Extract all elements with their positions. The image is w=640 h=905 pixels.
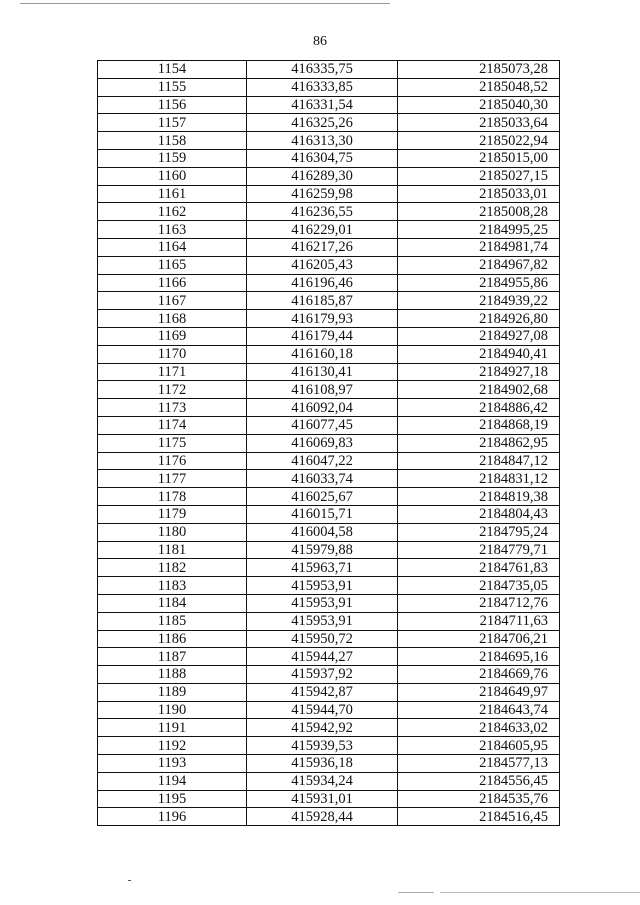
table-row [98, 416, 560, 434]
point-number-cell: 1194 [98, 772, 247, 790]
table-row [98, 470, 560, 488]
top-rule [20, 3, 390, 4]
y-coordinate-cell: 2184831,12 [398, 470, 560, 488]
point-number-cell: 1172 [98, 381, 247, 399]
x-coordinate-cell: 415934,24 [247, 772, 398, 790]
point-number-cell: 1163 [98, 221, 247, 239]
x-coordinate-cell: 416333,85 [247, 78, 398, 96]
table-row [98, 737, 560, 755]
x-coordinate-cell: 416229,01 [247, 221, 398, 239]
x-coordinate-cell: 416185,87 [247, 292, 398, 310]
y-coordinate-cell: 2184643,74 [398, 701, 560, 719]
y-coordinate-cell: 2184649,97 [398, 683, 560, 701]
table-row [98, 114, 560, 132]
point-number-cell: 1189 [98, 683, 247, 701]
point-number-cell: 1187 [98, 648, 247, 666]
table-row [98, 612, 560, 630]
y-coordinate-cell: 2184981,74 [398, 238, 560, 256]
x-coordinate-cell: 415944,27 [247, 648, 398, 666]
table-row [98, 238, 560, 256]
point-number-cell: 1155 [98, 78, 247, 96]
point-number-cell: 1178 [98, 488, 247, 506]
point-number-cell: 1171 [98, 363, 247, 381]
point-number-cell: 1196 [98, 808, 247, 826]
y-coordinate-cell: 2185027,15 [398, 167, 560, 185]
point-number-cell: 1185 [98, 612, 247, 630]
point-number-cell: 1180 [98, 523, 247, 541]
table-row [98, 630, 560, 648]
y-coordinate-cell: 2184633,02 [398, 719, 560, 737]
bottom-rule-dash [398, 892, 434, 893]
table-row [98, 149, 560, 167]
y-coordinate-cell: 2184926,80 [398, 310, 560, 328]
point-number-cell: 1190 [98, 701, 247, 719]
x-coordinate-cell: 416259,98 [247, 185, 398, 203]
x-coordinate-cell: 416325,26 [247, 114, 398, 132]
y-coordinate-cell: 2185015,00 [398, 149, 560, 167]
x-coordinate-cell: 416289,30 [247, 167, 398, 185]
table-row [98, 505, 560, 523]
point-number-cell: 1177 [98, 470, 247, 488]
y-coordinate-cell: 2185040,30 [398, 96, 560, 114]
table-row [98, 559, 560, 577]
y-coordinate-cell: 2184862,95 [398, 434, 560, 452]
point-number-cell: 1169 [98, 327, 247, 345]
x-coordinate-cell: 416179,93 [247, 310, 398, 328]
table-row [98, 203, 560, 221]
table-row [98, 221, 560, 239]
point-number-cell: 1167 [98, 292, 247, 310]
y-coordinate-cell: 2185033,01 [398, 185, 560, 203]
x-coordinate-cell: 415953,91 [247, 577, 398, 595]
table-row [98, 452, 560, 470]
y-coordinate-cell: 2184735,05 [398, 577, 560, 595]
point-number-cell: 1156 [98, 96, 247, 114]
bottom-rule [440, 892, 640, 893]
x-coordinate-cell: 416004,58 [247, 523, 398, 541]
table-row [98, 701, 560, 719]
table-row [98, 167, 560, 185]
coordinates-table [97, 60, 560, 826]
table-row [98, 808, 560, 826]
y-coordinate-cell: 2184967,82 [398, 256, 560, 274]
y-coordinate-cell: 2184761,83 [398, 559, 560, 577]
x-coordinate-cell: 416236,55 [247, 203, 398, 221]
point-number-cell: 1170 [98, 345, 247, 363]
table-row [98, 577, 560, 595]
x-coordinate-cell: 416196,46 [247, 274, 398, 292]
y-coordinate-cell: 2184955,86 [398, 274, 560, 292]
point-number-cell: 1175 [98, 434, 247, 452]
table-row [98, 61, 560, 79]
table-row [98, 523, 560, 541]
x-coordinate-cell: 416331,54 [247, 96, 398, 114]
point-number-cell: 1181 [98, 541, 247, 559]
point-number-cell: 1173 [98, 399, 247, 417]
y-coordinate-cell: 2184995,25 [398, 221, 560, 239]
point-number-cell: 1158 [98, 132, 247, 150]
x-coordinate-cell: 415944,70 [247, 701, 398, 719]
point-number-cell: 1188 [98, 666, 247, 684]
point-number-cell: 1186 [98, 630, 247, 648]
table-row [98, 594, 560, 612]
x-coordinate-cell: 415928,44 [247, 808, 398, 826]
point-number-cell: 1159 [98, 149, 247, 167]
point-number-cell: 1161 [98, 185, 247, 203]
y-coordinate-cell: 2184795,24 [398, 523, 560, 541]
y-coordinate-cell: 2184516,45 [398, 808, 560, 826]
point-number-cell: 1162 [98, 203, 247, 221]
point-number-cell: 1192 [98, 737, 247, 755]
y-coordinate-cell: 2184940,41 [398, 345, 560, 363]
table-row [98, 488, 560, 506]
page-number: 86 [313, 34, 327, 49]
x-coordinate-cell: 416217,26 [247, 238, 398, 256]
x-coordinate-cell: 415931,01 [247, 790, 398, 808]
table-row [98, 719, 560, 737]
x-coordinate-cell: 416015,71 [247, 505, 398, 523]
x-coordinate-cell: 416160,18 [247, 345, 398, 363]
x-coordinate-cell: 415937,92 [247, 666, 398, 684]
table-row [98, 310, 560, 328]
y-coordinate-cell: 2184927,18 [398, 363, 560, 381]
y-coordinate-cell: 2184902,68 [398, 381, 560, 399]
y-coordinate-cell: 2184605,95 [398, 737, 560, 755]
x-coordinate-cell: 416335,75 [247, 61, 398, 79]
table-row [98, 327, 560, 345]
table-row [98, 381, 560, 399]
x-coordinate-cell: 415953,91 [247, 594, 398, 612]
point-number-cell: 1179 [98, 505, 247, 523]
table-row [98, 648, 560, 666]
x-coordinate-cell: 415979,88 [247, 541, 398, 559]
x-coordinate-cell: 416304,75 [247, 149, 398, 167]
y-coordinate-cell: 2184939,22 [398, 292, 560, 310]
point-number-cell: 1154 [98, 61, 247, 79]
point-number-cell: 1166 [98, 274, 247, 292]
y-coordinate-cell: 2184706,21 [398, 630, 560, 648]
x-coordinate-cell: 415942,87 [247, 683, 398, 701]
y-coordinate-cell: 2184868,19 [398, 416, 560, 434]
scan-speck [128, 880, 131, 881]
y-coordinate-cell: 2184779,71 [398, 541, 560, 559]
point-number-cell: 1165 [98, 256, 247, 274]
table-row [98, 541, 560, 559]
x-coordinate-cell: 416313,30 [247, 132, 398, 150]
y-coordinate-cell: 2184886,42 [398, 399, 560, 417]
table-row [98, 363, 560, 381]
y-coordinate-cell: 2184712,76 [398, 594, 560, 612]
y-coordinate-cell: 2185073,28 [398, 61, 560, 79]
x-coordinate-cell: 416092,04 [247, 399, 398, 417]
y-coordinate-cell: 2185048,52 [398, 78, 560, 96]
y-coordinate-cell: 2184535,76 [398, 790, 560, 808]
x-coordinate-cell: 416025,67 [247, 488, 398, 506]
table-row [98, 345, 560, 363]
point-number-cell: 1182 [98, 559, 247, 577]
x-coordinate-cell: 415942,92 [247, 719, 398, 737]
x-coordinate-cell: 416179,44 [247, 327, 398, 345]
x-coordinate-cell: 416069,83 [247, 434, 398, 452]
table-row [98, 772, 560, 790]
point-number-cell: 1184 [98, 594, 247, 612]
coordinates-table-body [98, 61, 560, 826]
point-number-cell: 1157 [98, 114, 247, 132]
x-coordinate-cell: 416108,97 [247, 381, 398, 399]
y-coordinate-cell: 2185008,28 [398, 203, 560, 221]
point-number-cell: 1160 [98, 167, 247, 185]
table-row [98, 790, 560, 808]
table-row [98, 132, 560, 150]
point-number-cell: 1183 [98, 577, 247, 595]
table-row [98, 256, 560, 274]
x-coordinate-cell: 415953,91 [247, 612, 398, 630]
table-row [98, 274, 560, 292]
table-row [98, 185, 560, 203]
y-coordinate-cell: 2184711,63 [398, 612, 560, 630]
y-coordinate-cell: 2185033,64 [398, 114, 560, 132]
point-number-cell: 1174 [98, 416, 247, 434]
x-coordinate-cell: 415939,53 [247, 737, 398, 755]
table-row [98, 434, 560, 452]
point-number-cell: 1195 [98, 790, 247, 808]
x-coordinate-cell: 416033,74 [247, 470, 398, 488]
y-coordinate-cell: 2184819,38 [398, 488, 560, 506]
x-coordinate-cell: 416047,22 [247, 452, 398, 470]
table-row [98, 78, 560, 96]
y-coordinate-cell: 2184556,45 [398, 772, 560, 790]
y-coordinate-cell: 2184847,12 [398, 452, 560, 470]
y-coordinate-cell: 2184695,16 [398, 648, 560, 666]
y-coordinate-cell: 2184804,43 [398, 505, 560, 523]
table-row [98, 399, 560, 417]
x-coordinate-cell: 416130,41 [247, 363, 398, 381]
table-row [98, 292, 560, 310]
table-row [98, 683, 560, 701]
point-number-cell: 1191 [98, 719, 247, 737]
x-coordinate-cell: 415950,72 [247, 630, 398, 648]
y-coordinate-cell: 2184927,08 [398, 327, 560, 345]
y-coordinate-cell: 2184669,76 [398, 666, 560, 684]
table-row [98, 96, 560, 114]
point-number-cell: 1164 [98, 238, 247, 256]
point-number-cell: 1168 [98, 310, 247, 328]
x-coordinate-cell: 416077,45 [247, 416, 398, 434]
x-coordinate-cell: 415963,71 [247, 559, 398, 577]
y-coordinate-cell: 2184577,13 [398, 755, 560, 773]
table-row [98, 666, 560, 684]
point-number-cell: 1176 [98, 452, 247, 470]
point-number-cell: 1193 [98, 755, 247, 773]
y-coordinate-cell: 2185022,94 [398, 132, 560, 150]
table-row [98, 755, 560, 773]
x-coordinate-cell: 415936,18 [247, 755, 398, 773]
x-coordinate-cell: 416205,43 [247, 256, 398, 274]
